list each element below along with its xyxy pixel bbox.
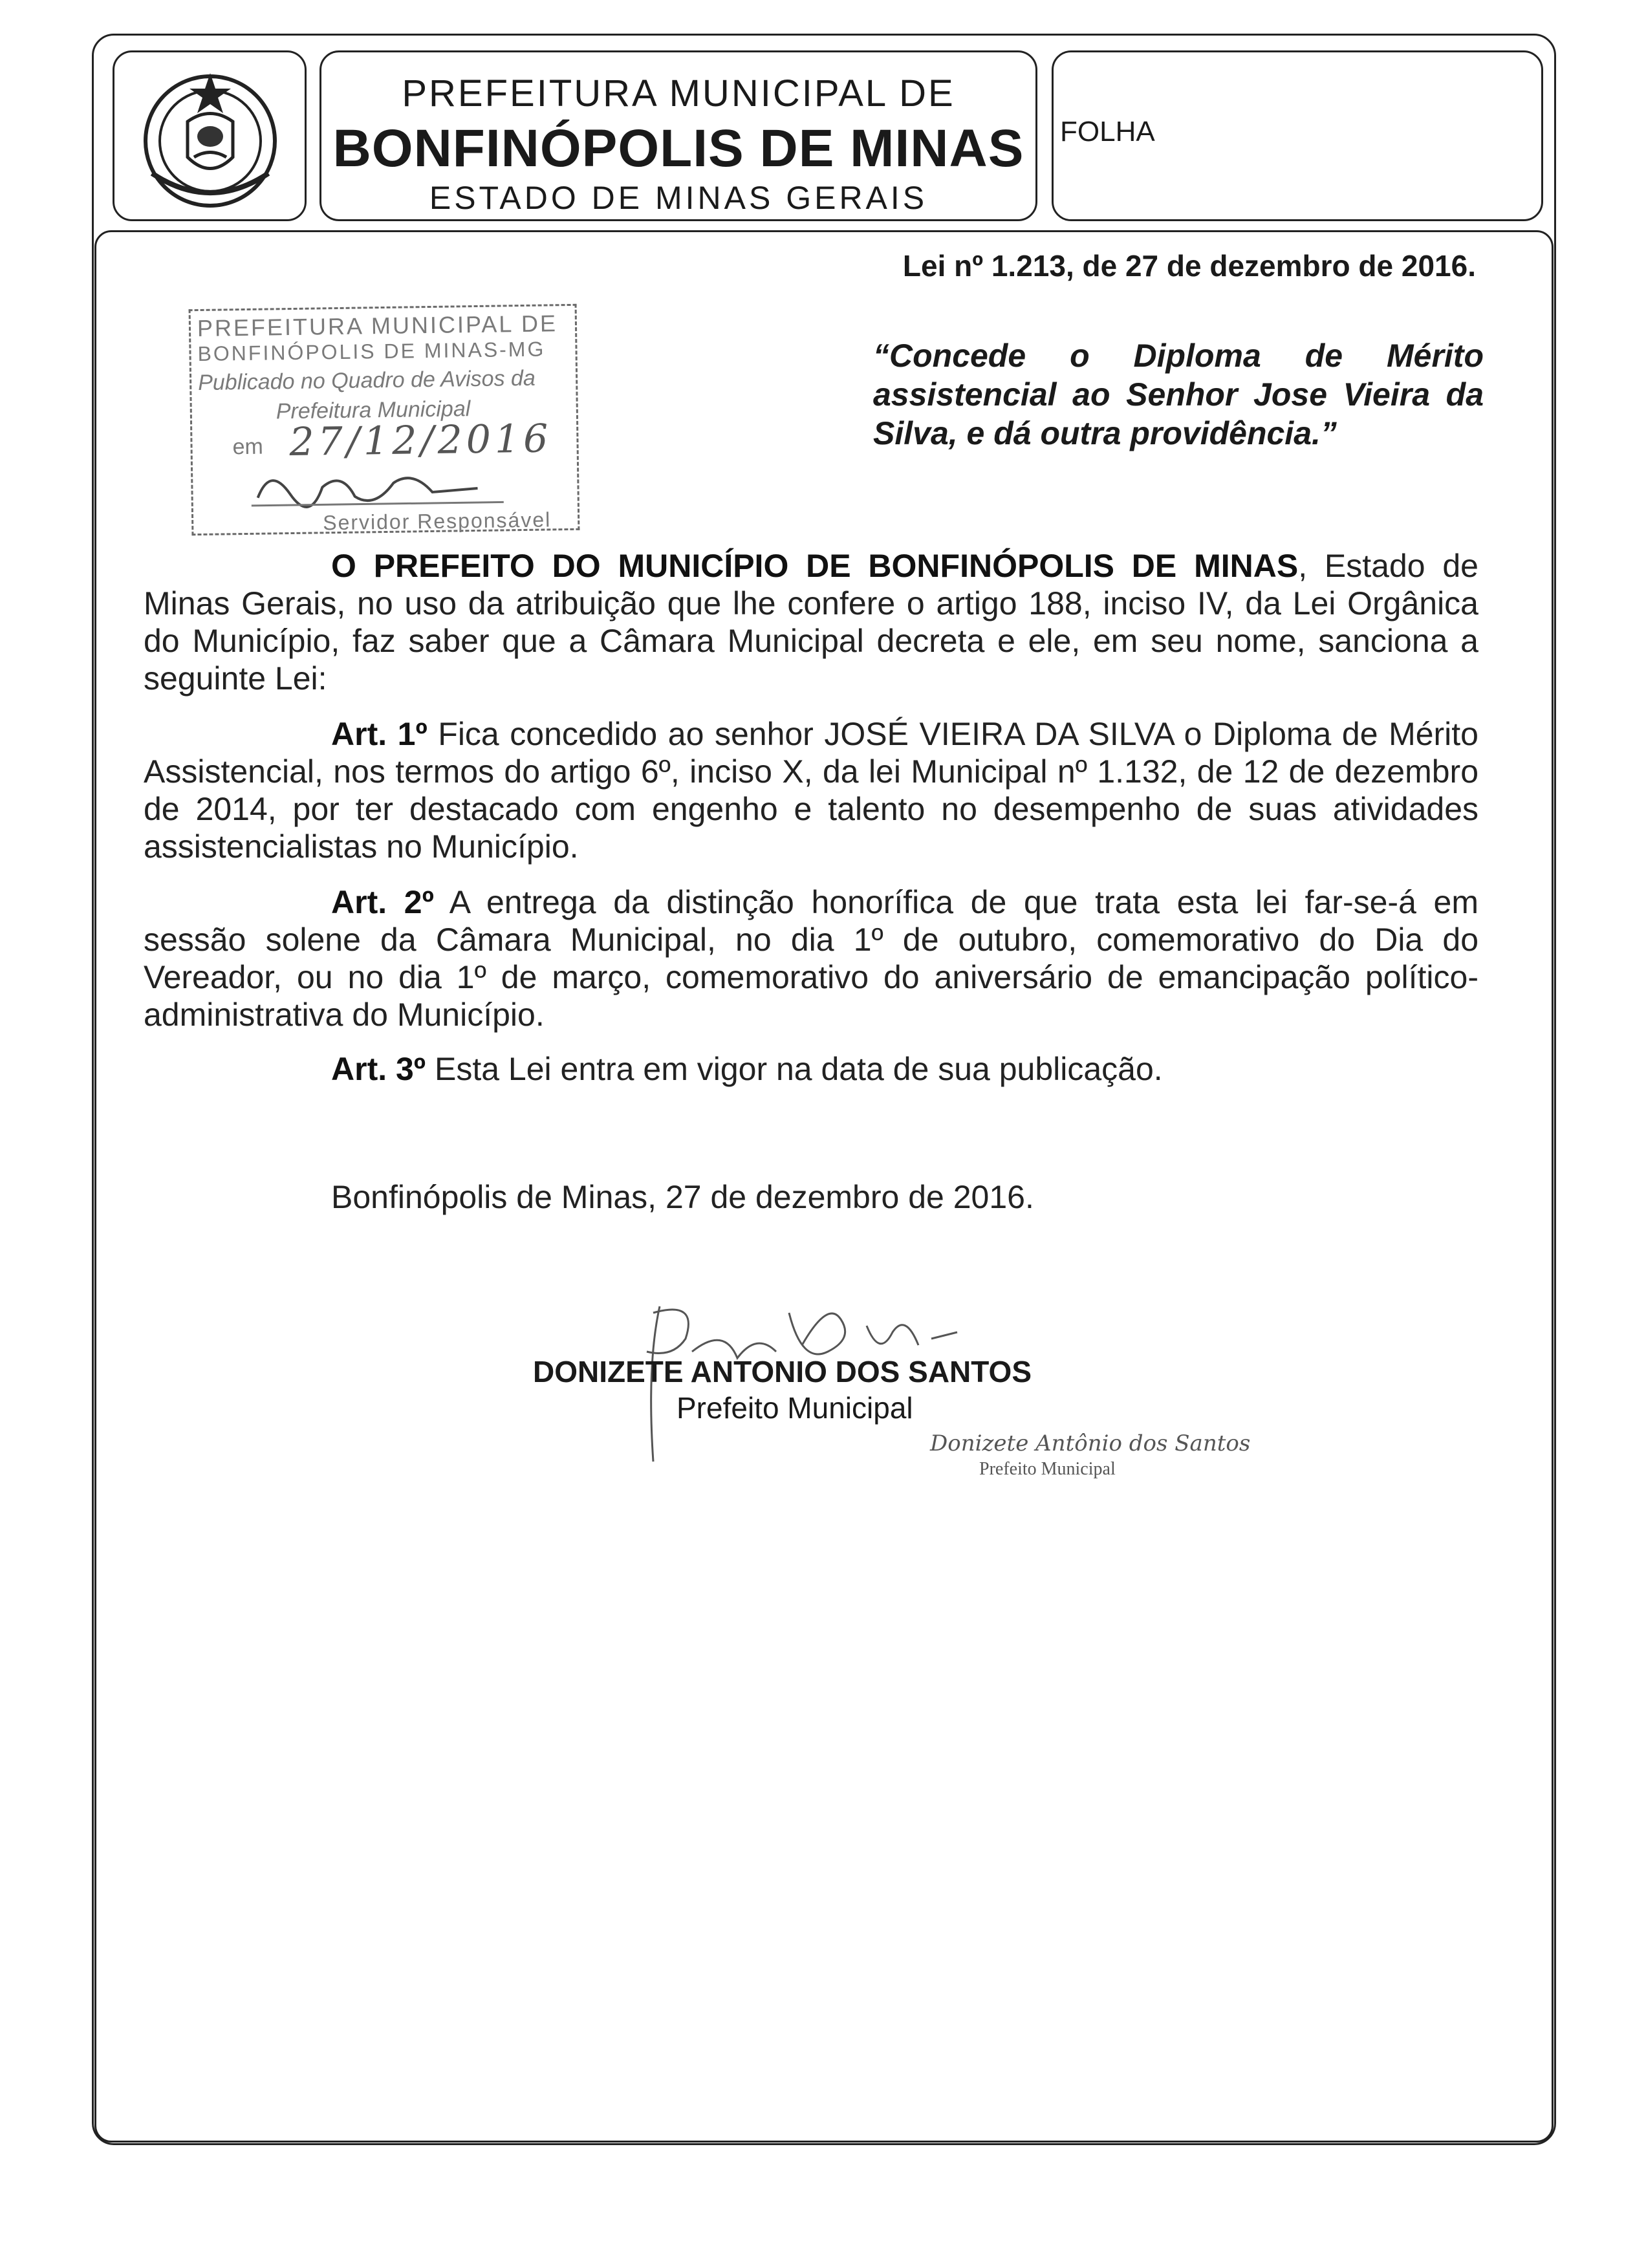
article-1-text: Fica concedido ao senhor JOSÉ VIEIRA DA SILVA o Diploma de Mérito Assistencial, nos termos do artigo 6º, inciso X, da lei Municipal nº 1.132, de 12 de dezembro de 2014, por ter destacado com engenho e talento no desempenho de suas atividades assistencialistas no Município. [144,716,1478,865]
seal-name: Donizete Antônio dos Santos [930,1431,1251,1456]
stamp-signature-icon [244,455,517,517]
seal-role: Prefeito Municipal [979,1459,1116,1479]
coat-of-arms-icon [126,60,294,215]
preamble-bold: O PREFEITO DO MUNICÍPIO DE BONFINÓPOLIS DE MINAS [331,548,1299,584]
law-ementa: “Concede o Diploma de Mérito assistencial ao Senhor Jose Vieira da Silva, e dá outra providência.” [873,338,1484,451]
article-3-label: Art. 3º [331,1051,426,1087]
signer-name: DONIZETE ANTONIO DOS SANTOS [533,1355,1032,1388]
stamp-line-published: Publicado no Quadro de Avisos da [197,365,536,396]
stamp-line-prefeitura: PREFEITURA MUNICIPAL DE [197,310,558,342]
article-1-label: Art. 1º [331,716,428,752]
place-and-date: Bonfinópolis de Minas, 27 de dezembro de 2016. [331,1179,1034,1215]
law-title: Lei nº 1.213, de 27 de dezembro de 2016. [902,249,1476,283]
folha-label: FOLHA [1060,116,1155,147]
preamble-text: , Estado de Minas Gerais, no uso da atribuição que lhe confere o artigo 188, inciso IV, da Lei Orgânica do Município, faz saber que a Câmara Municipal decreta e ele, em seu nome, sanciona a seguinte Lei: [144,548,1478,697]
article-2-text: A entrega da distinção honorífica de que trata esta lei far-se-á em sessão solene da Câmara Municipal, no dia 1º de outubro, comemorativo do Dia do Vereador, ou no dia 1º de março, comemorativo do aniversário de emancipação político-administrativa do Município. [144,884,1478,1033]
stamp-footer: Servidor Responsável [322,508,552,535]
stamp-date-value: 27/12/2016 [288,416,552,466]
header-state-name: ESTADO DE MINAS GERAIS [429,180,928,216]
preamble-paragraph [144,547,1478,697]
article-3-text: Esta Lei entra em vigor na data de sua publicação. [426,1051,1163,1087]
article-2 [144,883,1478,1033]
signer-role: Prefeito Municipal [677,1391,913,1425]
folha-box [1052,50,1543,221]
article-1 [144,715,1478,865]
header-municipality-name: BONFINÓPOLIS DE MINAS [332,119,1024,178]
municipal-coat-of-arms-box [113,50,307,221]
stamp-line-municipality: BONFINÓPOLIS DE MINAS-MG [197,337,546,366]
stamp-date-prefix: em [232,434,264,460]
article-3 [144,1050,1478,1088]
publication-stamp [189,304,580,535]
stamp-line-prefeitura-municipal: Prefeitura Municipal [276,396,471,424]
header-line-prefeitura: PREFEITURA MUNICIPAL DE [402,72,955,114]
article-2-label: Art. 2º [331,884,434,920]
header-title-box [319,50,1037,221]
